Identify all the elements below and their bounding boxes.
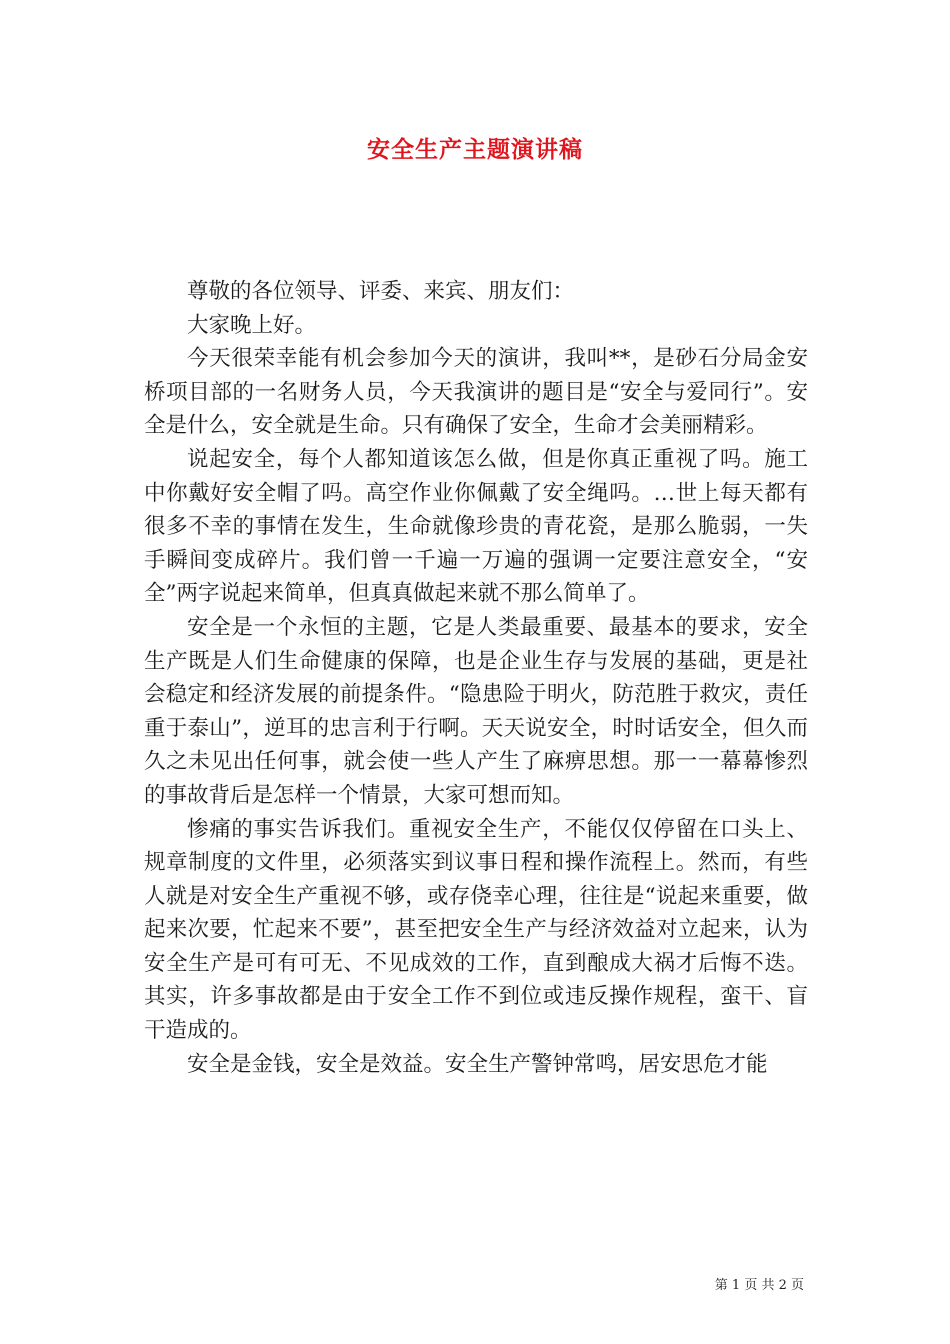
paragraph: 说起安全，每个人都知道该怎么做，但是你真正重视了吗。施工中你戴好安全帽了吗。高空作业你佩戴了安全绳吗。…世上每天都有很多不幸的事情在发生，生命就像珍贵的青花瓷，是那么脆弱，一失手瞬间变成碎片。我们曾一千遍一万遍的强调一定要注意安全，“安全”两字说起来简单，但真真做起来就不那么简单了。 <box>144 446 808 607</box>
paragraph: 惨痛的事实告诉我们。重视安全生产，不能仅仅停留在口头上、规章制度的文件里，必须落实到议事日程和操作流程上。然而，有些人就是对安全生产重视不够，或存侥幸心理，往往是“说起来重要，做起来次要，忙起来不要”，甚至把安全生产与经济效益对立起来，认为安全生产是可有可无、不见成效的工作，直到酿成大祸才后悔不迭。其实，许多事故都是由于安全工作不到位或违反操作规程，蛮干、盲干造成的。 <box>144 816 808 1044</box>
paragraph: 安全是一个永恒的主题，它是人类最重要、最基本的要求，安全生产既是人们生命健康的保障，也是企业生存与发展的基础，更是社会稳定和经济发展的前提条件。“隐患险于明火，防范胜于救灾，责任重于泰山”，逆耳的忠言利于行啊。天天说安全，时时话安全，但久而久之未见出任何事，就会使一些人产生了麻痹思想。那一一幕幕惨烈的事故背后是怎样一个情景，大家可想而知。 <box>144 614 808 808</box>
document-body <box>144 275 808 1081</box>
paragraph: 今天很荣幸能有机会参加今天的演讲，我叫**，是砂石分局金安桥项目部的一名财务人员，今天我演讲的题目是“安全与爱同行”。安全是什么，安全就是生命。只有确保了安全，生命才会美丽精彩。 <box>144 346 808 439</box>
paragraph: 安全是金钱，安全是效益。安全生产警钟常鸣，居安思危才能 <box>187 1051 768 1077</box>
paragraph: 尊敬的各位领导、评委、来宾、朋友们： <box>187 279 575 304</box>
paragraph: 大家晚上好。 <box>187 312 317 338</box>
document-title: 安全生产主题演讲稿 <box>367 136 583 163</box>
page-number: 第 1 页 共 2 页 <box>714 1278 804 1293</box>
